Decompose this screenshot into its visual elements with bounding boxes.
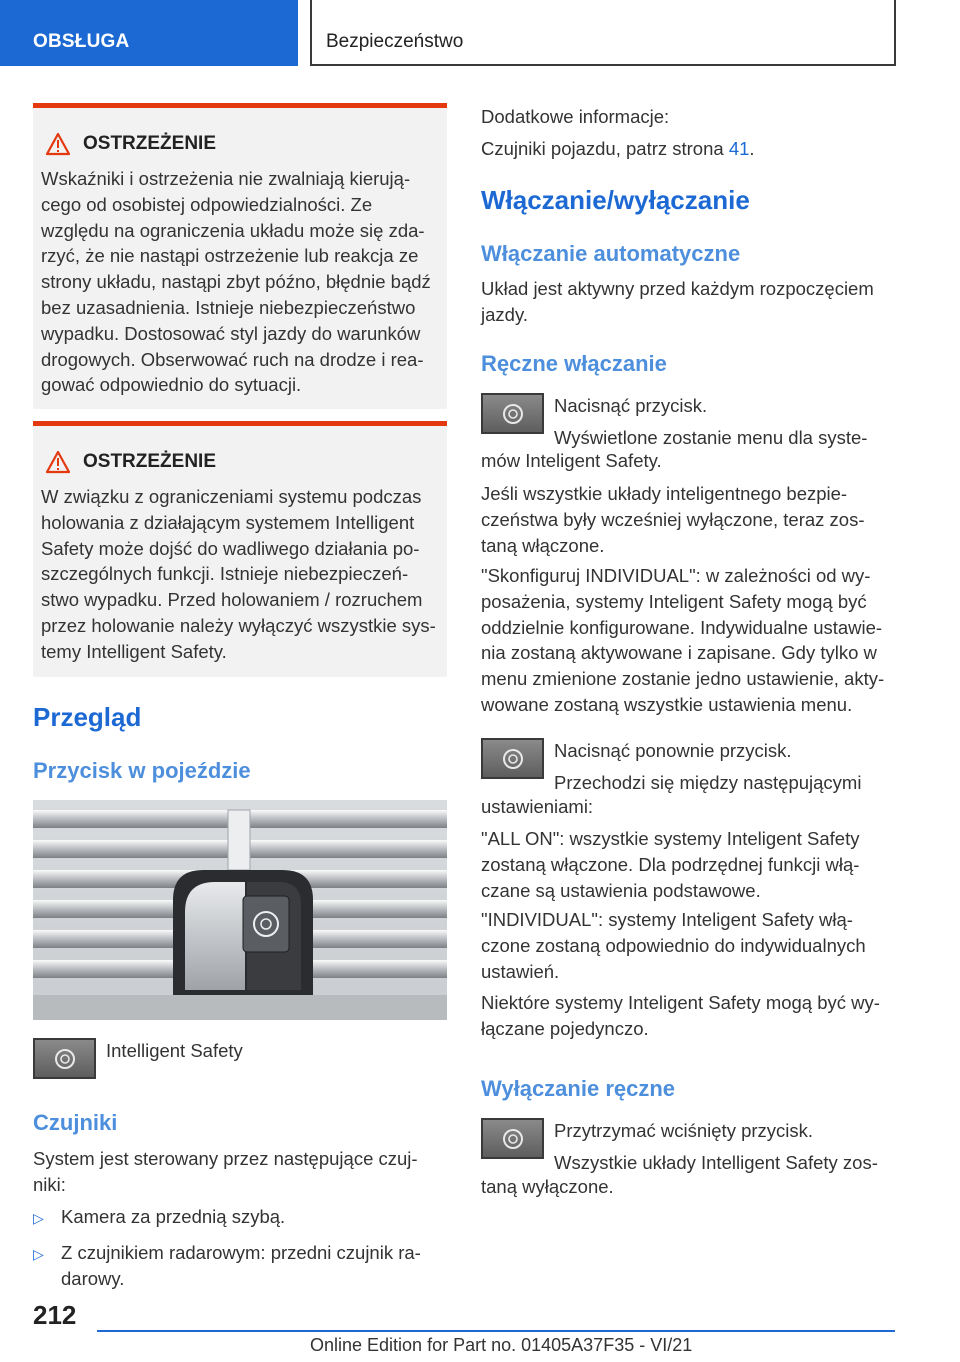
- button-caption: Intelligent Safety: [106, 1040, 243, 1061]
- vehicle-button-photo: [33, 800, 447, 1020]
- manual-off-step: [481, 1118, 897, 1176]
- warning-text: Wskaźniki i ostrzeżenia nie zwalniają kierują- cego od osobistej odpowiedzialności. Ze względu na ograniczenia układu może się zda- rzyć, że nie nastąpi ostrzeżenie lub reakcja ze strony układu, nastąpi zbyt późno, błędnie bądź bez uzasadnienia. Istnieje niebezpieczeństwo wypadku. Dostosować styl jazdy do warunków drogowych. Obserwować ruch na drodze i rea- gować odpowiednio do sytuacji.: [41, 168, 431, 396]
- safety-shield-icon: [502, 747, 524, 771]
- press-again-text: Nacisnąć ponownie przycisk.: [554, 740, 792, 761]
- sensor-list: [33, 1204, 447, 1291]
- menu-shown-cont: mów Inteligent Safety.: [481, 450, 662, 471]
- safety-shield-icon: [502, 402, 524, 426]
- safety-shield-icon: [54, 1047, 76, 1071]
- warning-box-2: [33, 421, 447, 677]
- warning-triangle-icon: [45, 450, 71, 474]
- all-on-text: "ALL ON": wszystkie systemy Inteligent Safety zostaną włączone. Dla podrzędnej funkcji włą- czane są ustawienia podstawowe.: [481, 828, 860, 901]
- auto-on-heading: Włączanie automatyczne: [481, 241, 741, 266]
- warning-title: OSTRZEŻENIE: [83, 451, 217, 472]
- bullet-triangle-icon: ▷: [33, 1245, 44, 1262]
- press-again-step: [481, 738, 897, 796]
- intelligent-safety-button-icon: [481, 1118, 544, 1159]
- manual-on-step: [481, 393, 897, 451]
- configure-text: "Skonfiguruj INDIVIDUAL": w zależności od wy- posażenia, systemy Inteligent Safety mogą być oddzielnie konfigurowane. Indywidualne ustawie- nia zostaną aktywowane i zapisane. Gdy tylko w menu zmienione zostanie jedno ustawienie, akty- wowane zostaną wszystkie ustawienia menu.: [481, 565, 885, 715]
- footer-divider: [97, 1330, 895, 1332]
- sensors-heading: Czujniki: [33, 1110, 118, 1135]
- intelligent-safety-button-icon: [481, 393, 544, 434]
- button-in-vehicle-heading: Przycisk w pojeździe: [33, 758, 251, 783]
- individual-text: "INDIVIDUAL": systemy Inteligent Safety włą- czone zostaną odpowiednio do indywidualnych ustawień.: [481, 909, 866, 982]
- list-item: ▷ Kamera za przednią szybą.: [33, 1204, 447, 1232]
- sensor-reference: Czujniki pojazdu, patrz strona 41.: [481, 138, 755, 159]
- some-systems-text: Niektóre systemy Inteligent Safety mogą być wy- łączane pojedynczo.: [481, 992, 880, 1039]
- page-link[interactable]: 41: [728, 138, 750, 159]
- all-off-text: Jeśli wszystkie układy inteligentnego bezpie- czeństwa były wcześniej wyłączone, teraz zos- taną włączone.: [481, 483, 865, 556]
- sensors-intro: System jest sterowany przez następujące czuj- niki:: [33, 1148, 418, 1195]
- press-button-text: Nacisnąć przycisk.: [554, 395, 708, 416]
- safety-shield-icon: [502, 1127, 524, 1151]
- intelligent-safety-button-row: [33, 1038, 447, 1080]
- grille-illustration: [33, 800, 447, 1020]
- overview-heading: Przegląd: [33, 702, 142, 732]
- manual-on-heading: Ręczne włączanie: [481, 351, 667, 376]
- warning-title: OSTRZEŻENIE: [83, 133, 217, 154]
- hold-button-text: Przytrzymać wciśnięty przycisk.: [554, 1120, 814, 1141]
- switches-cont: ustawieniami:: [481, 796, 594, 817]
- all-off-result: Wszystkie układy Intelligent Safety zos-: [554, 1151, 878, 1173]
- intelligent-safety-button-icon: [33, 1038, 96, 1079]
- page-number: 212: [33, 1300, 77, 1330]
- auto-on-text: Układ jest aktywny przed każdym rozpoczęciem jazdy.: [481, 278, 874, 325]
- intelligent-safety-button-icon: [481, 738, 544, 779]
- header-section-title: Bezpieczeństwo: [310, 0, 896, 66]
- menu-shown-text: Wyświetlone zostanie menu dla syste-: [554, 426, 868, 448]
- edition-text: Online Edition for Part no. 01405A37F35 - VI/21: [310, 1335, 693, 1355]
- onoff-heading: Włączanie/wyłączanie: [481, 185, 750, 215]
- list-item: ▷ Z czujnikiem radarowym: przedni czujnik ra- darowy.: [33, 1240, 447, 1292]
- warning-box-1: [33, 103, 447, 409]
- manual-off-heading: Wyłączanie ręczne: [481, 1076, 676, 1101]
- warning-text: W związku z ograniczeniami systemu podczas holowania z działającym systemem Intelligent Safety może dojść do wadliwego działania po- szczególnych funkcji. Istnieje niebezpieczeń- stwo wypadku. Przed holowaniem / rozruchem przez holowanie należy wyłączyć wszystkie sys- temy Intelligent Safety.: [41, 486, 436, 662]
- header-tab: OBSŁUGA: [0, 0, 298, 66]
- switches-text: Przechodzi się między następującymi: [554, 771, 862, 793]
- bullet-triangle-icon: ▷: [33, 1210, 44, 1226]
- more-info-label: Dodatkowe informacje:: [481, 106, 670, 127]
- warning-triangle-icon: [45, 132, 71, 156]
- all-off-result-cont: taną wyłączone.: [481, 1176, 614, 1197]
